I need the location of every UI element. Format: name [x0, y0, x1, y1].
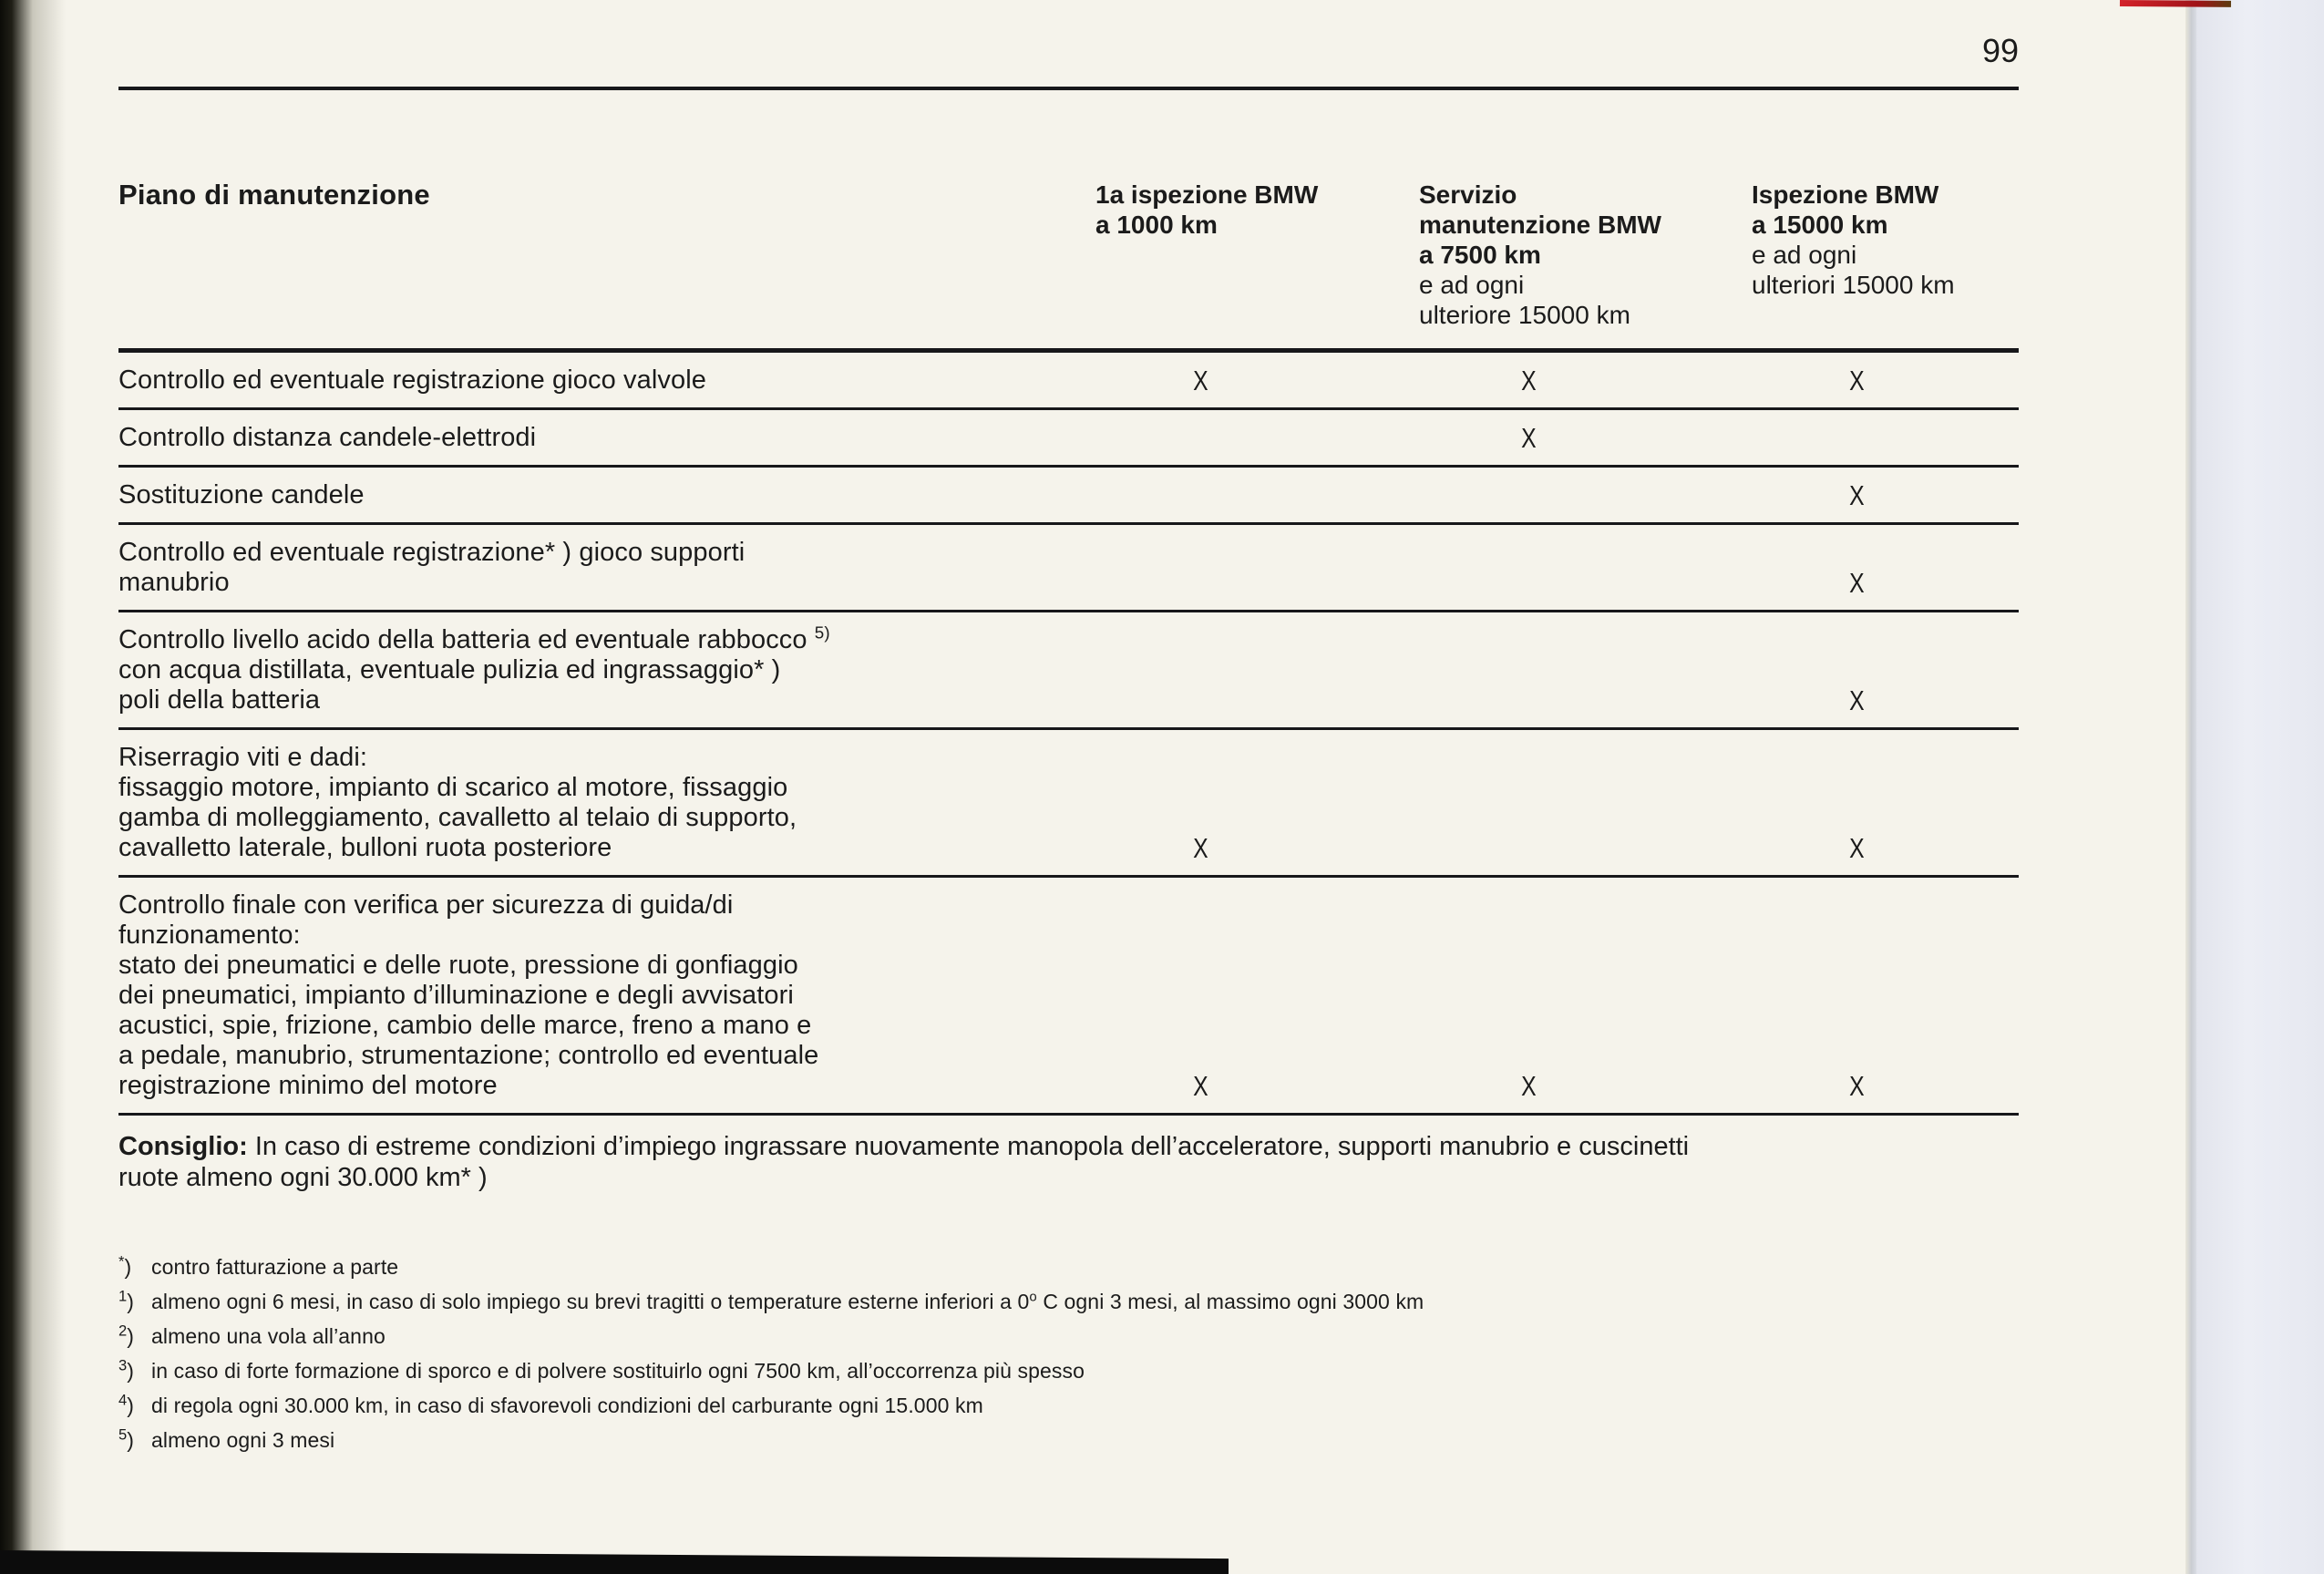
table-row	[118, 730, 2019, 878]
mark-cell	[1363, 538, 1695, 598]
footnote-text: di regola ogni 30.000 km, in caso di sfavorevoli condizioni del carburante ogni 15.000 km	[151, 1394, 983, 1417]
mark-cell	[1039, 480, 1363, 510]
row-description-line: Controllo ed eventuale registrazione* ) gioco supporti	[118, 538, 746, 567]
row-description-line: stato dei pneumatici e delle ruote, pressione di gonfiaggio	[118, 951, 798, 980]
x-mark: X	[1521, 365, 1537, 396]
advice-text-2: ruote almeno ogni 30.000 km* )	[118, 1163, 488, 1192]
mark-cell	[1039, 890, 1363, 1101]
mark-cell	[1363, 480, 1695, 510]
x-mark: X	[1849, 684, 1865, 716]
mark-cell	[1363, 890, 1695, 1101]
mark-cell	[1039, 743, 1363, 863]
mark-cell	[1695, 743, 2019, 863]
mark-cell	[1695, 625, 2019, 715]
table-header	[118, 180, 2019, 353]
x-mark: X	[1521, 422, 1537, 454]
mark-cell	[1695, 538, 2019, 598]
footnote-item	[118, 1353, 2019, 1388]
column-header-line: Servizio	[1419, 180, 1517, 209]
row-description-line: Controllo livello acido della batteria ed eventuale rabbocco $^{5)}$	[118, 622, 830, 654]
row-description-line: manubrio	[118, 568, 230, 597]
mark-cell	[1039, 625, 1363, 715]
page-content	[118, 180, 2019, 1457]
footnote-marker: $^5$)	[118, 1425, 134, 1452]
footnote-item	[118, 1388, 2019, 1423]
footnote-text: in caso di forte formazione di sporco e di polvere sostituirlo ogni 7500 km, all’occorrenza più spesso	[151, 1359, 1085, 1383]
table-row	[118, 468, 2019, 525]
x-mark: X	[1849, 567, 1865, 599]
footnote-marker: *)	[118, 1252, 132, 1279]
x-mark: X	[1849, 832, 1865, 864]
x-mark: X	[1849, 1070, 1865, 1102]
column-header-line: e ad ogni	[1419, 271, 1525, 299]
x-mark: X	[1193, 365, 1208, 396]
table-row	[118, 612, 2019, 730]
row-description	[118, 743, 1039, 863]
column-header-line: ulteriore 15000 km	[1419, 301, 1630, 329]
row-description	[118, 538, 1039, 598]
column-header-first-inspection	[1039, 180, 1363, 330]
table-row	[118, 878, 2019, 1116]
mark-cell	[1695, 365, 2019, 396]
row-description-line: Sostituzione candele	[118, 480, 365, 509]
table-row	[118, 353, 2019, 410]
column-header-inspection	[1695, 180, 2019, 330]
row-description	[118, 480, 1039, 510]
row-description-line: cavalletto laterale, bulloni ruota posteriore	[118, 833, 612, 862]
advice-text-1: In caso di estreme condizioni d’impiego ingrassare nuovamente manopola dell’acceleratore, supporti manubrio e cuscinetti	[247, 1132, 1690, 1161]
table-row	[118, 525, 2019, 612]
red-cover-sliver	[2120, 0, 2231, 7]
row-description-line: fissaggio motore, impianto di scarico al motore, fissaggio	[118, 773, 788, 802]
column-header-service	[1363, 180, 1695, 330]
footnote-text: almeno ogni 6 mesi, in caso di solo impiego su brevi tragitti o temperature esterne inferiori a 0$^o$ C ogni 3 mesi, al massimo ogni 3000 km	[151, 1289, 1424, 1313]
footnote-marker-symbol: *	[118, 1252, 125, 1271]
mark-cell	[1363, 625, 1695, 715]
mark-cell	[1039, 365, 1363, 396]
footnote-marker-symbol: 3	[118, 1356, 128, 1374]
advice-label: Consiglio:	[118, 1132, 248, 1161]
row-description-line: Riserragio viti e dadi:	[118, 743, 368, 772]
footnote-text: contro fatturazione a parte	[151, 1255, 399, 1279]
column-header-line: a 7500 km	[1419, 241, 1541, 269]
footnote-item	[118, 1319, 2019, 1353]
mark-cell	[1363, 743, 1695, 863]
footnote-marker: $^3$)	[118, 1356, 134, 1383]
row-description-line: con acqua distillata, eventuale pulizia ed ingrassaggio* )	[118, 655, 781, 684]
column-header-line: manutenzione BMW	[1419, 211, 1661, 239]
x-mark: X	[1849, 365, 1865, 396]
mark-cell	[1363, 423, 1695, 453]
column-header-line: a 1000 km	[1095, 211, 1218, 239]
footnote-marker-symbol: 4	[118, 1391, 128, 1409]
footnote-text: almeno ogni 3 mesi	[151, 1428, 335, 1452]
row-description-line: a pedale, manubrio, strumentazione; controllo ed eventuale	[118, 1041, 819, 1070]
column-header-line: 1a ispezione BMW	[1095, 180, 1319, 209]
footnote-marker: $^2$)	[118, 1322, 134, 1348]
advice-line	[118, 1132, 1689, 1161]
mark-cell	[1039, 538, 1363, 598]
mark-cell	[1695, 423, 2019, 453]
column-header-line: ulteriori 15000 km	[1752, 271, 1955, 299]
footnote-marker: $^1$)	[118, 1287, 134, 1313]
superscript-note-ref: o	[1029, 1289, 1037, 1305]
bottom-scan-bar	[0, 1550, 1229, 1574]
page-edge-shadow	[2185, 0, 2196, 1574]
row-description	[118, 890, 1039, 1101]
column-header-line: a 15000 km	[1752, 211, 1888, 239]
mark-cell	[1363, 365, 1695, 396]
footnote-marker-symbol: 2	[118, 1322, 128, 1340]
x-mark: X	[1193, 832, 1208, 864]
superscript-note-ref: 5)	[814, 622, 830, 643]
row-description-line: registrazione minimo del motore	[118, 1071, 498, 1100]
row-description-line: dei pneumatici, impianto d’illuminazione e degli avvisatori	[118, 981, 794, 1010]
column-header-line: e ad ogni	[1752, 241, 1857, 269]
row-description-line: Controllo ed eventuale registrazione gioco valvole	[118, 365, 706, 395]
footnote-list	[118, 1250, 2019, 1457]
footnote-marker: $^4$)	[118, 1391, 134, 1417]
row-description	[118, 423, 1039, 453]
mark-cell	[1695, 890, 2019, 1101]
footnote-item	[118, 1423, 2019, 1457]
table-row	[118, 410, 2019, 468]
page-backdrop	[2195, 0, 2324, 1574]
table-body	[118, 353, 2019, 1116]
mark-cell	[1039, 423, 1363, 453]
footnote-item	[118, 1250, 2019, 1284]
page-number: 99	[1981, 32, 2019, 69]
advice-paragraph	[118, 1131, 2019, 1193]
row-description	[118, 622, 1039, 715]
x-mark: X	[1521, 1070, 1537, 1102]
mark-cell	[1695, 480, 2019, 510]
footnote-marker-symbol: 5	[118, 1425, 128, 1444]
footnote-text: almeno una vola all’anno	[151, 1324, 386, 1348]
x-mark: X	[1193, 1070, 1208, 1102]
x-mark: X	[1849, 479, 1865, 511]
row-description-line: Controllo finale con verifica per sicurezza di guida/di	[118, 890, 734, 920]
top-rule	[118, 87, 2019, 90]
row-description-line: Controllo distanza candele-elettrodi	[118, 423, 537, 452]
row-description	[118, 365, 1039, 396]
page-title: Piano di manutenzione	[118, 179, 430, 211]
row-description-line: gamba di molleggiamento, cavalletto al telaio di supporto,	[118, 803, 797, 832]
book-spine-shadow	[0, 0, 66, 1574]
footnote-item	[118, 1284, 2019, 1319]
row-description-line: acustici, spie, frizione, cambio delle marce, freno a mano e	[118, 1011, 812, 1040]
footnote-marker-symbol: 1	[118, 1287, 128, 1305]
row-description-line: poli della batteria	[118, 685, 321, 715]
column-header-line: Ispezione BMW	[1752, 180, 1939, 209]
row-description-line: funzionamento:	[118, 921, 301, 950]
